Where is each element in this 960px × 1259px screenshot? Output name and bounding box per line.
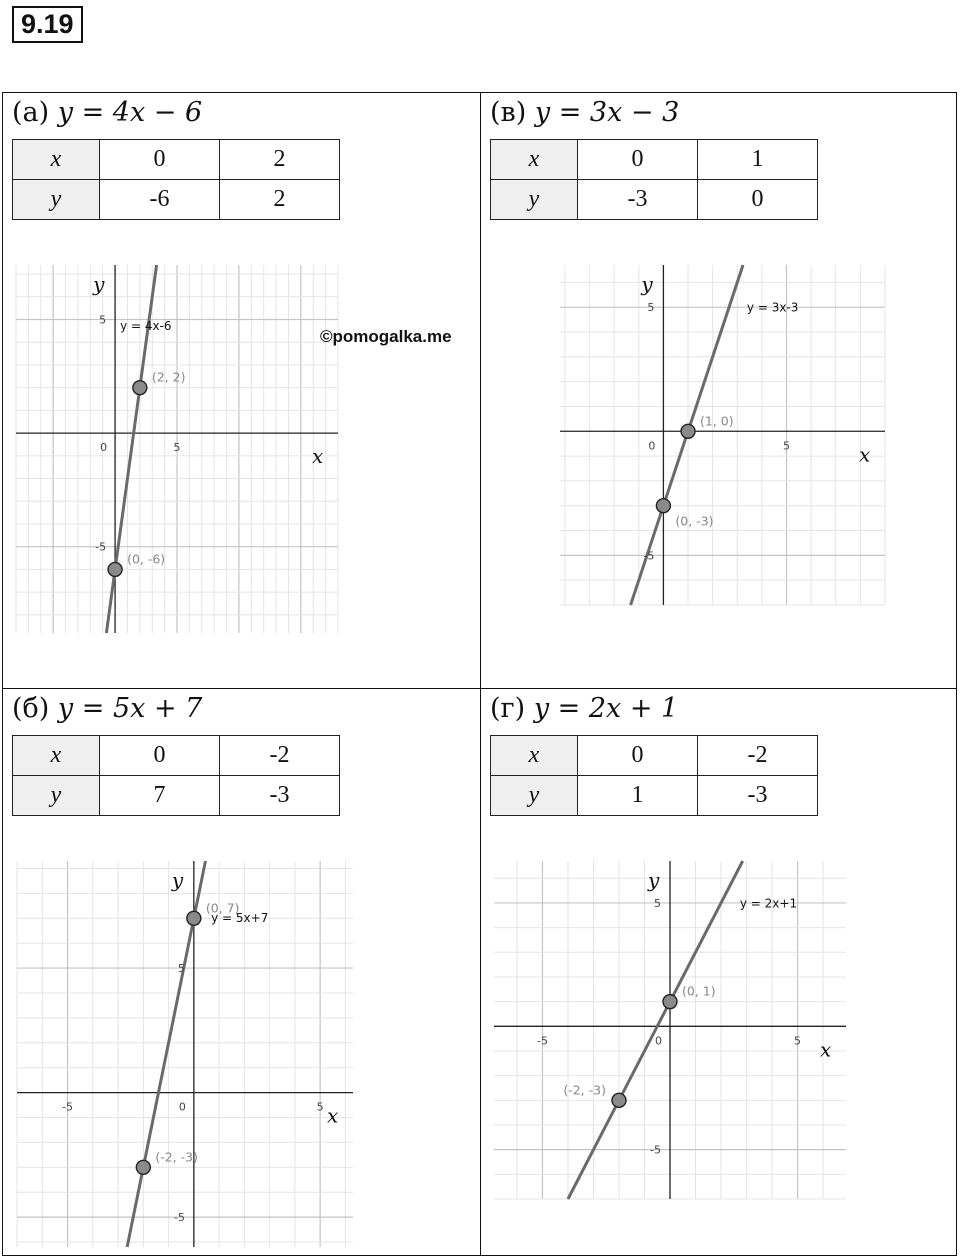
x-axis-label: x [859,442,871,467]
data-point [656,499,670,513]
panel-title [12,97,202,128]
table-cell: 2 [220,140,340,180]
table-header-y: y [13,180,100,220]
problem-number: 9.19 [12,6,83,43]
y-tick-label: -5 [95,540,107,554]
x-tick-label: -5 [62,1100,74,1114]
y-axis-label: y [648,868,660,892]
table-cell: 0 [698,180,818,220]
table-cell: 2 [220,180,340,220]
panel-formula: y = 3x − 3 [534,97,680,128]
table-cell: 0 [578,736,698,776]
y-tick-label: 5 [647,301,655,315]
table-row-x [491,736,818,776]
panel-title [12,693,202,724]
value-table [12,735,340,816]
table-row-y [491,776,818,816]
panel-formula: y = 4x − 6 [57,97,203,128]
graph-v [560,265,885,605]
panel-formula: y = 2x + 1 [533,693,679,724]
y-tick-label: -5 [643,549,655,563]
table-cell: 7 [100,776,220,816]
table-row-x [491,140,818,180]
data-point [681,424,695,438]
y-axis-label: y [641,272,653,296]
point-label: (2, 2) [151,369,186,385]
table-header-x: x [13,140,100,180]
exercise-grid [2,92,957,1256]
x-axis-label: x [327,1103,339,1128]
panel-formula: y = 5x + 7 [57,693,203,724]
y-tick-label: 5 [177,962,185,976]
panel-a [3,93,481,689]
table-cell: -2 [220,736,340,776]
table-cell: 0 [100,736,220,776]
table-header-x: x [491,736,578,776]
table-cell: -2 [698,736,818,776]
panel-title [490,97,679,128]
table-row-y [491,180,818,220]
data-point [108,562,122,576]
data-point [133,381,147,395]
table-cell: -6 [100,180,220,220]
origin-label: 0 [655,1034,662,1048]
data-point [663,995,677,1009]
panel-title [490,693,678,724]
value-table [12,139,340,220]
point-label: (-2, -3) [155,1149,198,1165]
point-label: (0, 1) [682,983,716,999]
panel-letter: (г) [490,693,526,724]
table-cell: -3 [578,180,698,220]
y-tick-label: 5 [99,313,107,327]
table-header-y: y [13,776,100,816]
x-tick-label: 5 [316,1100,324,1114]
table-row-x [13,736,340,776]
origin-label: 0 [648,439,656,453]
panel-letter: (б) [12,693,50,724]
table-row-y [13,776,340,816]
equation-label: y = 2x+1 [739,896,798,911]
equation-label: y = 3x-3 [746,300,799,315]
watermark: ©pomogalka.me [320,327,452,346]
panel-g [481,689,957,1255]
x-axis-label: x [312,444,324,469]
table-cell: 0 [578,140,698,180]
graph-g [494,861,846,1199]
graph-a [16,265,338,633]
table-header-y: y [491,776,578,816]
y-tick-label: 5 [654,896,661,910]
panel-b [3,689,481,1255]
point-label: (-2, -3) [563,1082,606,1098]
panel-letter: (а) [12,97,50,128]
y-tick-label: -5 [173,1211,185,1225]
table-cell: -3 [698,776,818,816]
y-axis-label: y [93,272,105,296]
table-header-x: x [13,736,100,776]
table-cell: 0 [100,140,220,180]
table-header-y: y [491,180,578,220]
data-point [187,911,201,925]
value-table [490,139,818,220]
origin-label: 0 [100,441,108,455]
point-label: (0, -6) [127,551,166,567]
value-table [490,735,818,816]
point-label: (0, 7) [205,900,240,916]
y-tick-label: -5 [650,1143,661,1157]
table-row-y [13,180,340,220]
panel-v [481,93,957,689]
x-tick-label: 5 [794,1034,802,1048]
x-tick-label: -5 [536,1034,548,1048]
table-row-x [13,140,340,180]
point-label: (0, -3) [675,513,714,529]
panel-letter: (в) [490,97,527,128]
graph-b [17,861,353,1247]
equation-label: y = 4x-6 [120,319,172,333]
y-axis-label: y [171,868,184,892]
table-cell: 1 [578,776,698,816]
equation-label: y = 5x+7 [211,910,269,925]
x-axis-label: x [820,1037,832,1062]
table-cell: 1 [698,140,818,180]
table-cell: -3 [220,776,340,816]
x-tick-label: 5 [173,441,181,455]
data-point [612,1093,626,1107]
x-tick-label: 5 [783,439,791,453]
point-label: (1, 0) [700,413,734,429]
data-point [136,1160,150,1174]
table-header-x: x [491,140,578,180]
origin-label: 0 [178,1100,186,1114]
